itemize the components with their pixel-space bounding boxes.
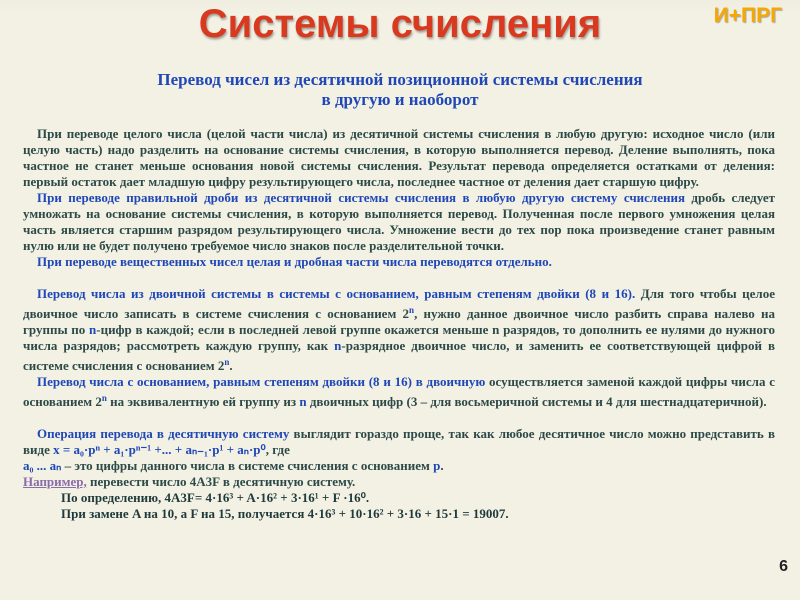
paragraph-text: . xyxy=(440,458,444,473)
paragraph-lead: Операция перевода в десятичную систему xyxy=(37,426,290,441)
spacer xyxy=(23,410,775,426)
symbol-n: n xyxy=(334,338,342,353)
paragraph-text: двоичных цифр (3 – для восьмеричной системы и 4 для шестнадцатеричной). xyxy=(306,394,767,409)
paragraph-text: Для того чтобы целое двоичное число записать в системе счисления с основанием 2 xyxy=(23,286,775,321)
page-title: Системы счисления xyxy=(198,2,602,46)
paragraph-lead: Перевод числа из двоичной системы в системы с основанием, равным степеням двойки (8 и 16). xyxy=(37,286,636,301)
paragraph-text: осуществляется заменой каждой цифры числа с основанием 2 xyxy=(23,374,775,409)
paragraph-text: -разрядное двоичное число, и заменить ее соответствующей цифрой в системе счисления с основанием 2 xyxy=(23,338,775,373)
paragraph-text: выглядит гораздо проще, так как любое десятичное число можно представить в виде xyxy=(23,426,775,457)
superscript-n: n xyxy=(101,393,107,403)
paragraph-text: , нужно данное двоичное число разбить справа налево на группы по xyxy=(23,306,775,337)
definition-line: По определению, 4A3F= 4·16³ + A·16² + 3·16¹ + F ·16⁰. xyxy=(61,490,370,505)
paragraph-to-decimal xyxy=(23,426,775,458)
paragraph-fraction-conversion xyxy=(23,190,775,254)
superscript-n: n xyxy=(409,305,415,315)
symbol-n: n xyxy=(89,322,97,337)
digits-symbols: a₀ ... aₙ xyxy=(23,458,62,473)
paragraph-lead: При переводе правильной дроби из десятичной системы счисления в любую другую систему счисления xyxy=(37,190,685,205)
example-line xyxy=(23,474,775,490)
symbol-p: p xyxy=(433,458,441,473)
paragraph-text: . xyxy=(229,358,233,373)
paragraph-text: – это цифры данного числа в системе счисления с основанием xyxy=(61,458,434,473)
paragraph-power-two-to-binary xyxy=(23,374,775,410)
subtitle-line-1: Перевод чисел из десятичной позиционной системы счисления xyxy=(157,70,643,89)
paragraph-integer-conversion: При переводе целого числа (целой части числа) из десятичной системы счисления в любую другую: исходное число (или целую часть) надо разделить на основание системы счисления, в которую выполняется перевод. Деление выполнять, пока частное не станет меньше основания новой системы счисления. Результат перевода определяется остатками от деления: первый остаток дает младшую цифру результирующего числа, последнее частное от деления дает старшую цифру. xyxy=(23,126,775,189)
course-label: И+ПРГ xyxy=(713,4,782,27)
paragraph-text: дробь следует умножать на основание системы счисления, в которую выполняется перевод. Полученная после первого умножения целая часть является старшим разрядом результирующего числа. Умножение вести до тех пор пока произведение станет равным нулю или не будет получено требуемое число знаков после разделительной точки. xyxy=(23,190,775,253)
section-subtitle xyxy=(60,70,740,110)
paragraph-real-numbers: При переводе вещественных чисел целая и дробная части числа переводятся отдельно. xyxy=(37,254,552,269)
decimal-formula: x = a₀·pⁿ + a₁·pⁿ⁻¹ +... + aₙ₋₁·p¹ + aₙ·p⁰ xyxy=(53,442,266,457)
paragraph-text: на эквивалентную ей группу из xyxy=(106,394,300,409)
slide-body xyxy=(23,126,775,522)
paragraph-binary-to-power-two xyxy=(23,286,775,374)
symbol-n: n xyxy=(299,394,307,409)
example-label: Например, xyxy=(23,474,87,489)
paragraph-lead: Перевод числа с основанием, равным степеням двойки (8 и 16) в двоичную xyxy=(37,374,486,389)
spacer xyxy=(23,270,775,286)
superscript-n: n xyxy=(224,357,230,367)
subtitle-line-2: в другую и наоборот xyxy=(321,90,479,109)
paragraph-digits-note xyxy=(23,458,775,474)
paragraph-text: , где xyxy=(265,442,290,457)
result-line: При замене A на 10, а F на 15, получается 4·16³ + 10·16² + 3·16 + 15·1 = 19007. xyxy=(61,506,509,521)
page-number: 6 xyxy=(779,558,788,575)
paragraph-text: -цифр в каждой; если в последней левой группе окажется меньше n разрядов, то дополнить ее нулями до нужного числа разрядов; рассмотреть каждую группу, как xyxy=(23,322,775,353)
example-text: перевести число 4A3F в десятичную систему. xyxy=(86,474,356,489)
